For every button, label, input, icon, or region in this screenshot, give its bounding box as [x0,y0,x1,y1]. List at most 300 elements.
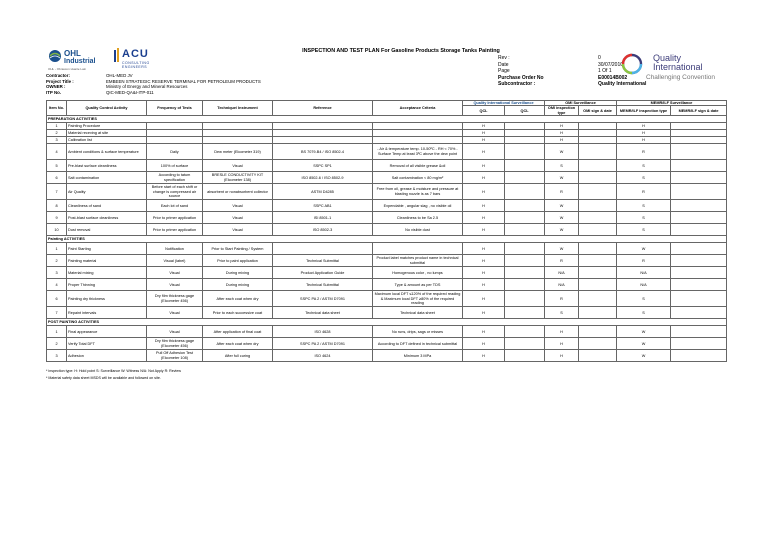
cell-reference: ISO 8502-3 [273,224,373,236]
cell-omi-sign [579,137,617,144]
cell-memr-type: R [617,255,671,267]
cell-activity: Adhesion [67,350,147,362]
cell-omi-sign [579,307,617,319]
qi-name-line2: International [653,62,703,72]
cell-memr-type: S [617,291,671,307]
cell-technique: Prior to each successive coat [203,307,273,319]
cell-omi-type: W [545,243,579,255]
cell-frequency: Visual [147,279,203,291]
cell-memr-sign [671,307,727,319]
po-label: Purchase Order No [498,74,544,81]
section-row [47,319,727,326]
cell-acceptance: Free from oil, grease & moisture and pressure at blasting nozzle is as 7 bars [373,184,463,200]
cell-item-no: 4 [47,144,67,160]
cell-technique: Visual [203,160,273,172]
cell-omi-type: H [545,326,579,338]
ohl-tiny: OHL - Obrascon Huarte Lain [48,67,87,71]
cell-technique: After each coat when dry [203,338,273,350]
cell-activity: Post-blast surface cleanliness [67,212,147,224]
cell-frequency: Each lot of sand [147,200,203,212]
table-row [47,137,727,144]
cell-qcl: H [463,200,505,212]
qi-swirl-icon [618,53,648,75]
cell-activity: Paint Starting [67,243,147,255]
table-row [47,291,727,307]
cell-activity: Painting material [67,255,147,267]
cell-frequency: 100% of surface [147,160,203,172]
cell-acceptance: Type & amount as per TDS [373,279,463,291]
cell-qcl-2 [505,224,545,236]
cell-omi-type: H [545,338,579,350]
cell-qcl-2 [505,291,545,307]
cell-item-no: 9 [47,212,67,224]
table-row [47,279,727,291]
cell-activity: Calibration list [67,137,147,144]
cell-memr-type: S [617,212,671,224]
table-row [47,144,727,160]
col-qcl-2: QCL [505,106,545,116]
acu-name: ACU [122,48,149,60]
cell-reference: SSPC PA 2 / ASTM D7091 [273,291,373,307]
cell-qcl: H [463,350,505,362]
cell-item-no: 1 [47,326,67,338]
cell-omi-sign [579,255,617,267]
cell-memr-sign [671,130,727,137]
table-row [47,130,727,137]
cell-acceptance: Salt contamination < 80 mg/m² [373,172,463,184]
cell-frequency: Dry film thickness gage (Elcometer 456) [147,338,203,350]
cell-memr-type: N/A [617,267,671,279]
ohl-name: OHL [64,49,81,58]
cell-item-no: 3 [47,267,67,279]
cell-qcl: H [463,243,505,255]
cell-omi-sign [579,144,617,160]
cell-omi-type: H [545,123,579,130]
cell-memr-type: W [617,243,671,255]
cell-frequency [147,123,203,130]
table-row [47,338,727,350]
cell-qcl-2 [505,326,545,338]
cell-technique [203,130,273,137]
cell-omi-type: W [545,172,579,184]
cell-qcl: H [463,212,505,224]
notes [46,368,726,382]
cell-acceptance: Product label matches product name in technical submittal [373,255,463,267]
cell-reference: Technical Submittal [273,255,373,267]
col-omi-type: OMI inspection type [545,106,579,116]
cell-acceptance [373,137,463,144]
cell-item-no: 6 [47,291,67,307]
cell-frequency: According to tatum specification [147,172,203,184]
note-msds: * Material safety data sheet MSDS will be available and followed on site. [46,376,161,381]
cell-technique: After full curing [203,350,273,362]
col-memr-type: MEMR/ILF inspection type [617,106,671,116]
cell-acceptance: According to DFT defined in technical submittal [373,338,463,350]
cell-technique [203,123,273,130]
cell-qcl-2 [505,160,545,172]
page-value: 1 Of 1 [598,68,612,75]
col-technique: Technique/ Instrument [203,101,273,116]
cell-qcl: H [463,255,505,267]
cell-omi-type: S [545,307,579,319]
cell-reference: Product Application Guide [273,267,373,279]
cell-memr-sign [671,350,727,362]
cell-omi-type: S [545,160,579,172]
table-row [47,255,727,267]
cell-memr-type: W [617,350,671,362]
table-row [47,123,727,130]
cell-qcl: H [463,172,505,184]
cell-reference: ISO 8502-6 / ISO 8502-9 [273,172,373,184]
col-acceptance: Acceptance Criteria [373,101,463,116]
cell-qcl: H [463,123,505,130]
cell-memr-sign [671,267,727,279]
section-title: POST PAINTING ACTIVITIES [47,319,727,326]
cell-acceptance: Homogenous color , no lumps [373,267,463,279]
cell-omi-sign [579,130,617,137]
cell-technique: Visual [203,212,273,224]
cell-memr-sign [671,212,727,224]
cell-omi-sign [579,291,617,307]
cell-acceptance: Expendable , angular slag , no visible oil [373,200,463,212]
date-value: 30/07/2010 [598,61,624,68]
col-qi-group: Quality International Surveillance [463,101,545,106]
cell-memr-sign [671,243,727,255]
cell-activity: Salt contamination [67,172,147,184]
qi-tagline: Challenging Convention [646,74,716,81]
cell-qcl-2 [505,338,545,350]
cell-qcl: H [463,267,505,279]
cell-memr-sign [671,224,727,236]
cell-memr-sign [671,144,727,160]
cell-activity: Painting dry thickness [67,291,147,307]
cell-activity: Verify Total DFT [67,338,147,350]
cell-frequency: Visual [147,267,203,279]
acu-bars-icon [114,48,122,64]
cell-technique: Dew meter (Elcometer 319) [203,144,273,160]
cell-technique: Visual [203,224,273,236]
cell-qcl-2 [505,267,545,279]
cell-activity: Ambient conditions & surface temperature [67,144,147,160]
cell-frequency: Before start of each shift or change is compressed air source [147,184,203,200]
cell-acceptance [373,123,463,130]
cell-item-no: 4 [47,279,67,291]
cell-activity: Proper Thinning [67,279,147,291]
cell-omi-sign [579,279,617,291]
cell-omi-type: R [545,291,579,307]
project-info [46,73,446,95]
owner-value: Ministry of Energy and Mineral Resources [106,84,188,90]
cell-memr-sign [671,137,727,144]
itp-value: QIC-MED-QA&I-ITP-011 [106,89,154,95]
cell-reference [273,137,373,144]
cell-acceptance: Technical data sheet [373,307,463,319]
cell-memr-sign [671,255,727,267]
ohl-sub: Industrial [64,58,96,65]
table-body [47,116,727,362]
table-row [47,267,727,279]
cell-qcl-2 [505,350,545,362]
qi-name-line1: Quality [653,53,682,63]
cell-reference: SSPC AB1 [273,200,373,212]
cell-technique [203,137,273,144]
cell-omi-sign [579,350,617,362]
cell-frequency: Dry film thickness gage (Elcometer 456) [147,291,203,307]
cell-omi-sign [579,338,617,350]
cell-omi-type: N/A [545,267,579,279]
cell-activity: Repaint intervals [67,307,147,319]
quality-international-logo [616,51,736,91]
cell-omi-type: H [545,130,579,137]
page-title: INSPECTION AND TEST PLAN For Gasoline Products Storage Tanks Painting [302,48,500,54]
cell-activity: Painting Procedure [67,123,147,130]
cell-memr-type: W [617,326,671,338]
cell-omi-type: W [545,212,579,224]
page-label: Page [498,68,510,75]
note-inspection-type: * inspection type: H: Hold point S: Surveillance W: Witness N/A: Not Apply R: Review [46,369,181,374]
cell-reference: BS 7079-B4 / ISO 8502-4 [273,144,373,160]
cell-qcl: H [463,224,505,236]
cell-memr-type: S [617,307,671,319]
cell-memr-type: R [617,184,671,200]
cell-qcl-2 [505,255,545,267]
cell-omi-sign [579,326,617,338]
cell-acceptance [373,130,463,137]
cell-item-no: 5 [47,160,67,172]
cell-item-no: 7 [47,307,67,319]
cell-omi-sign [579,267,617,279]
col-reference: Reference [273,101,373,116]
cell-omi-sign [579,224,617,236]
cell-technique: After application of final coat [203,326,273,338]
cell-item-no: 1 [47,243,67,255]
cell-acceptance: Minimum 3 MPa [373,350,463,362]
cell-item-no: 3 [47,350,67,362]
cell-qcl: H [463,326,505,338]
cell-qcl: H [463,184,505,200]
cell-omi-type: R [545,184,579,200]
cell-technique: After each coat when dry [203,291,273,307]
cell-memr-type: N/A [617,279,671,291]
cell-qcl-2 [505,279,545,291]
cell-technique: BRESLE CONDUCTIVITY KIT (Elcometer 138) [203,172,273,184]
cell-acceptance [373,243,463,255]
cell-qcl: H [463,137,505,144]
cell-activity: Final appearance [67,326,147,338]
table-row [47,243,727,255]
cell-technique: absorbent or nonabsorbent collector [203,184,273,200]
section-title: PREPARATION ACTIVITIES [47,116,727,123]
col-item: Item No. [47,101,67,116]
cell-memr-type: S [617,224,671,236]
cell-qcl-2 [505,137,545,144]
cell-reference [273,123,373,130]
cell-qcl-2 [505,212,545,224]
date-label: Date [498,61,509,68]
cell-omi-type: W [545,200,579,212]
cell-item-no: 7 [47,184,67,200]
cell-reference [273,130,373,137]
cell-omi-sign [579,243,617,255]
cell-omi-sign [579,212,617,224]
cell-qcl-2 [505,307,545,319]
cell-memr-sign [671,184,727,200]
rev-value: 0 [598,55,601,61]
col-activity: Quality Control Activity [67,101,147,116]
cell-acceptance: Cleanliness to be Sa 2.5 [373,212,463,224]
table-row [47,184,727,200]
cell-omi-sign [579,184,617,200]
cell-memr-type: S [617,160,671,172]
table-row [47,172,727,184]
ohl-logo [48,48,106,72]
cell-frequency: Daily [147,144,203,160]
cell-technique: During mixing [203,279,273,291]
contractor-label: Contractor: [46,73,70,78]
owner-label: OWNER : [46,84,66,90]
table-row [47,200,727,212]
cell-omi-type: R [545,255,579,267]
table-row [47,326,727,338]
col-qcl-1: QCL [463,106,505,116]
col-frequency: Frequency of Tests [147,101,203,116]
cell-memr-type: H [617,137,671,144]
col-memr-sign: MEMR/ILF sign & date [671,106,727,116]
itp-label: ITP No. [46,89,62,95]
section-row [47,116,727,123]
cell-item-no: 2 [47,130,67,137]
cell-omi-type: W [545,224,579,236]
cell-qcl-2 [505,200,545,212]
cell-frequency: Visual [147,326,203,338]
cell-reference [273,243,373,255]
cell-memr-sign [671,172,727,184]
cell-item-no: 2 [47,255,67,267]
table-row [47,160,727,172]
cell-reference: ISO 4624 [273,350,373,362]
cell-memr-type: W [617,338,671,350]
cell-qcl: H [463,307,505,319]
cell-item-no: 6 [47,172,67,184]
cell-technique: Visual [203,200,273,212]
cell-memr-sign [671,338,727,350]
cell-frequency: Prior to primer application [147,212,203,224]
cell-item-no: 1 [47,123,67,130]
cell-acceptance: - Air & temperature temp. 10-50ºC - RH < 70% - Surface Temp at least 3ºC above the dew point [373,144,463,160]
cell-frequency: Prior to primer application [147,224,203,236]
section-title: Painting ACTIVITIES [47,236,727,243]
cell-frequency [147,130,203,137]
sub-label: Subcontractor : [498,81,536,88]
cell-reference: SSPC SP1 [273,160,373,172]
cell-frequency: Visual (label) [147,255,203,267]
cell-frequency: Pull Off Adhesion Test (Elcometer 108) [147,350,203,362]
cell-omi-type: H [545,350,579,362]
cell-activity: Pre-blast surface cleanliness [67,160,147,172]
cell-omi-type: W [545,144,579,160]
cell-qcl-2 [505,123,545,130]
cell-activity: Material receving at site [67,130,147,137]
po-value: E00014B002 [598,74,628,81]
cell-item-no: 3 [47,137,67,144]
cell-qcl-2 [505,184,545,200]
cell-qcl: H [463,338,505,350]
cell-qcl: H [463,130,505,137]
section-row [47,236,727,243]
cell-memr-sign [671,279,727,291]
sub-value: Quality International [598,81,647,88]
cell-memr-sign [671,326,727,338]
cell-technique: Prior to paint application [203,255,273,267]
cell-memr-sign [671,123,727,130]
cell-frequency: Visual [147,307,203,319]
rev-label: Rev : [498,55,510,61]
cell-reference: Technical data sheet [273,307,373,319]
cell-activity: Material mixing [67,267,147,279]
cell-memr-type: H [617,123,671,130]
cell-acceptance: Removal of all visible grease &oil [373,160,463,172]
acu-sub: CONSULTING ENGINEERS [122,61,150,69]
project-label: Project Title : [46,78,74,84]
cell-qcl-2 [505,130,545,137]
table-row [47,307,727,319]
cell-item-no: 8 [47,200,67,212]
table-row [47,212,727,224]
cell-memr-sign [671,160,727,172]
acu-logo [114,48,168,72]
cell-memr-type: S [617,172,671,184]
cell-technique: Prior to Start Painting / System [203,243,273,255]
cell-reference: ASTM D4285 [273,184,373,200]
itp-sheet [46,48,726,382]
qi-name [653,54,703,72]
cell-omi-sign [579,123,617,130]
cell-acceptance: No visible dust [373,224,463,236]
table-row [47,224,727,236]
cell-acceptance: No runs, drips, sags or misses [373,326,463,338]
cell-reference: ISI 8501-1 [273,212,373,224]
cell-qcl: H [463,160,505,172]
cell-memr-type: R [617,144,671,160]
cell-acceptance: Maximum local DFT ≤120% of the required reading & Maximum local DFT ≥80% of the required reading [373,291,463,307]
cell-memr-sign [671,200,727,212]
cell-qcl-2 [505,172,545,184]
document-header [46,48,726,100]
cell-qcl-2 [505,144,545,160]
cell-omi-type: H [545,137,579,144]
cell-activity: Air Quality [67,184,147,200]
cell-omi-sign [579,200,617,212]
cell-memr-sign [671,291,727,307]
cell-omi-type: N/A [545,279,579,291]
ohl-globe-icon [48,49,62,63]
cell-reference: ISO 4628 [273,326,373,338]
contractor-value: OHL-MED JV [106,73,133,78]
cell-technique: During mixing [203,267,273,279]
itp-table [46,100,727,362]
project-value: EMBEEN STRATEGIC RESERVE TERMINAL FOR PETROLEUM PRODUCTS [106,78,261,84]
cell-omi-sign [579,160,617,172]
col-omi-sign: OMI sign & date [579,106,617,116]
table-row [47,350,727,362]
cell-reference: Technical Submittal [273,279,373,291]
cell-item-no: 10 [47,224,67,236]
cell-memr-type: S [617,200,671,212]
cell-reference: SSPC PA 2 / ASTM D7091 [273,338,373,350]
col-memr-group: MEMR/ILF Surveillance [617,101,727,106]
cell-qcl-2 [505,243,545,255]
cell-frequency [147,137,203,144]
